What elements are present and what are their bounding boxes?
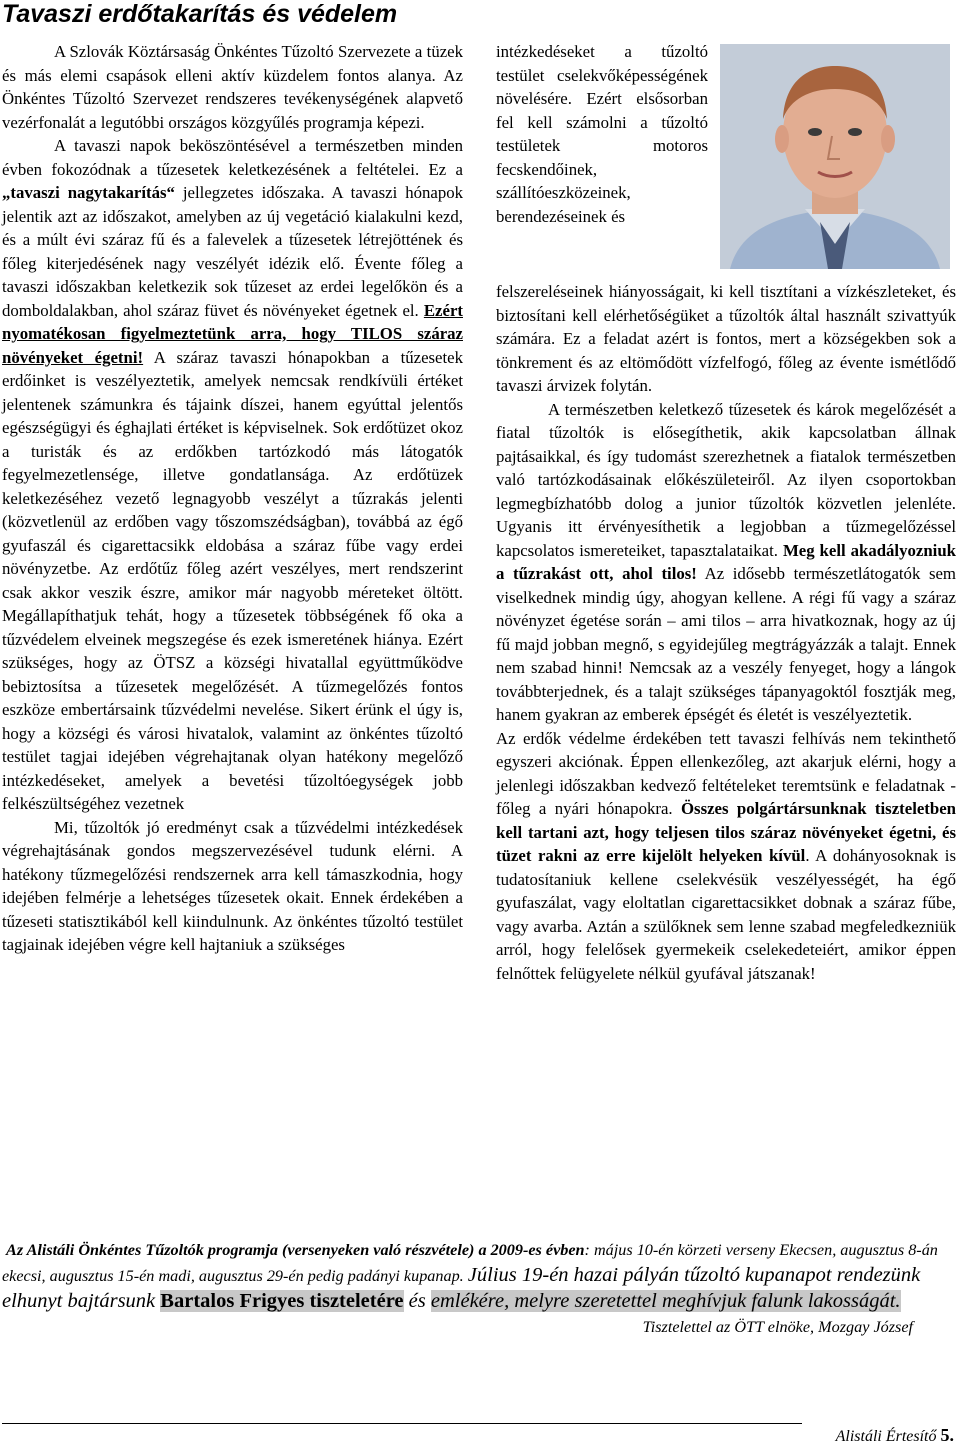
person-portrait-icon — [720, 44, 950, 269]
page-number: 5. — [940, 1425, 954, 1445]
right-top-column — [496, 40, 708, 228]
highlight-term: Meg kell akadályozniuk a tűzrakást ott, ahol tilos! — [496, 540, 956, 583]
page-footer — [836, 1425, 954, 1446]
footer-divider — [2, 1423, 802, 1424]
paragraph: A természetben keletkező tűzesetek és károk megelőzését a fiatal tűzoltók is elősegíthetik, akik kapcsolatban állnak pajtásaikkal, és így tudomást szerezhetnek a fiatalok természetben való tartózkodásainak előkészületeiről. Az ilyen csoportokban legmegbízhatóbb dolog a junior tűzoltók közvetlen jelenléte. Ugyanis itt érvényesíthetik a legjobban a tűzmegelőzéssel kapcsolatos ismereteiket, tapasztalataikat. Meg kell akadályozniuk a tűzrakást ott, ahol tilos! Az idősebb természetlátogatók sem viselkednek mindig úgy, ahogyan kellene. A régi fű vagy a száraz növényzet égetése során – ami tilos – arra hivatkoznak, hogy az új fű majd jobban megnő, s egyidejűleg megtrágyázzák a talajt. Ennek nem szabad hinni! Nemcsak az a veszély fenyeget, hogy a lángok továbbterjednek, és a talajt szükséges tápanyagoktól fosztják meg, hanem gyakran az emberek épségét és életét is veszélyeztetik. — [496, 399, 956, 724]
paragraph: felszereléseinek hiányosságait, ki kell tisztítani a vízkészleteket, és biztosítani kell elérhetőségüket a tűzoltók által használt szivattyúk számára. Ez a feladat azért is fontos, mert a községekben sok a tönkrement és az eltömődött vízfelfogó, főleg az évente ismétlődő tavaszi árvizek folytán. — [496, 282, 956, 395]
publication-name: Alistáli Értesítő — [835, 1428, 937, 1445]
paragraph: intézkedéseket a tűzoltó testület cselekvőképességének növelésére. Ezért elsősorban fel kell számolni a tűzoltó testületek motoros fecskendőinek, szállítóeszközeinek, berendezéseinek és — [496, 42, 708, 226]
paragraph: A Szlovák Köztársaság Önkéntes Tűzoltó Szervezete a tüzek és más elemi csapások elleni aktív küzdelem fontos alanya. Az Önkéntes Tűzoltó Szervezet rendszeres tevékenységének alapvető vezérfonalát a legutóbbi országos közgyűlés programja képezi. — [2, 42, 463, 132]
signature: Tisztelettel az ÖTT elnöke, Mozgay József — [642, 1318, 913, 1336]
paragraph: Mi, tűzoltók jó eredményt csak a tűzvédelmi intézkedések végrehajtásának gondos megszervezésével tudunk elérni. A hatékony tűzmegelőzési rendszernek arra kell támaszkodnia, hogy idejében felmérje a lehetséges tűzesetek okait. Ennek érdekében a tűzeseti statisztikából kell kiindulnunk. Az önkéntes tűzoltó testület tagjainak idejében végre kell hajtaniuk a szükséges — [2, 817, 463, 954]
right-bottom-column — [496, 280, 956, 985]
program-announcement — [2, 1238, 958, 1340]
paragraph: Az erdők védelme érdekében tett tavaszi felhívás nem tekinthető egyszeri akciónak. Éppen ellenkezőleg, azt akarjuk elérni, hogy a jelenlegi időszakban kedvező feltételeket teremtsünk e feladatnak - főleg a nyári hónapokra. Összes polgártársunknak tiszteletben kell tartani azt, hogy teljesen tilos száraz növényeket égetni, és tüzet rakni az erre kijelölt helyeken kívül. A dohányosoknak is tudatosítaniuk kellene cselekvésük veszélyességét, ha égő gyufaszálat, vagy eloltatlan cigarettacsikket dobnak a száraz fűbe, vagy avarba. Aztán a szülőknek sem lenne szabad megfeledkezniük arról, hogy felelősek gyermekeik cselekedeteiért, amikor éppen felnőttek felügyelete nélkül gyufával játszanak! — [496, 728, 957, 983]
article-title: Tavaszi erdőtakarítás és védelem — [2, 0, 398, 28]
warning-text: Ezért nyomatékosan figyelmeztetünk arra, hogy TILOS száraz növényeket égetni! — [2, 300, 463, 367]
highlight-term: Összes polgártársunknak tiszteletben kell tartani azt, hogy teljesen tilos száraz növényeket égetni, és tüzet rakni az erre kijelölt helyeken kívül — [496, 799, 957, 865]
honoree-name: Bartalos Frigyes tiszteletére — [160, 1290, 404, 1312]
paragraph: A tavaszi napok beköszöntésével a természetben minden évben fokozódnak a tűzesetek keletkezésének a feltételei. Ez a „tavaszi nagytakarítás“ jellegzetes időszaka. A tavaszi hónapok jelentik azt az időszakot, amelyben az új vegetáció kialakulni kezd, és a múlt évi száraz fű és a falevelek a tűzesetek létrejöttének és főleg kiterjedésének nagy veszélyét idézik elő. Évente főleg a tavaszi időszakban keletkezik sok tűzeset az erdei legelőkön és a domboldalakban, ahol száraz füvet és növényeket égetnek el. Ezért nyomatékosan figyelmeztetünk arra, hogy TILOS száraz növényeket égetni! A száraz tavaszi hónapokban a tűzesetek erdőinket is veszélyeztetik, amelyek nemcsak rendkívüli értéket jelentenek számunkra és tájaink díszei, hanem egyúttal jelentős egészségügyi és éghajlati értéket is képviselnek. Sok erdőtüzet okoz a turisták és az erdőkben tartózkodó más látogatók fegyelmezetlensége, illetve gondatlansága. Az erdőtüzek keletkezéséhez vezető legnagyobb veszélyt a tűzrakás jelenti (közvetlenül az erdőben vagy tőszomszédságban), továbbá az égő gyufaszál és cigarettacsikk eldobása a száraz fűbe vagy erdei növényzetbe. Az erdőtűz főleg azért veszélyes, mert rendszerint csak akkor veszik észre, amikor már nagyobb méreteket öltött. Megállapíthatjuk tehát, hogy a tűzesetek többségének fő oka a tűzvédelem elveinek megszegése és ezek ismeretének hiánya. Ezért szükséges, hogy az ÖTSZ a községi hivatallal együttműködve bebiztosítsa a tűzesetek megelőzését. A tűzmegelőzés fontos eszköze embertársaink tűzvédelmi nevelése. Sikert érünk el úgy is, hogy a községi és városi hivatalok, valamint az önkéntes tűzoltó testület tagjai idejében végrehajtanak olyan hatékony megelőző intézkedéseket, amelyek a bevetési tűzoltóegységek jobb felkészültségéhez vezetnek — [2, 136, 463, 813]
announcement-text: Az Alistáli Önkéntes Tűzoltók programja (versenyeken való részvétele) a 2009-es évben: május 10-én körzeti verseny Ekecsen, augusztus 8-án ekecsi, augusztus 15-én madi, augusztus 29-én pedig padányi kupanap. Július 19-én hazai pályán tűzoltó kupanapot rendezünk elhunyt bajtársunk Bartalos Frigyes tiszteletére és emlékére, melyre szeretettel meghívjuk falunk lakosságát. — [2, 1241, 938, 1312]
portrait-photo — [720, 44, 950, 269]
highlight-term: „tavaszi nagytakarítás“ — [2, 183, 175, 202]
left-column — [2, 40, 463, 957]
